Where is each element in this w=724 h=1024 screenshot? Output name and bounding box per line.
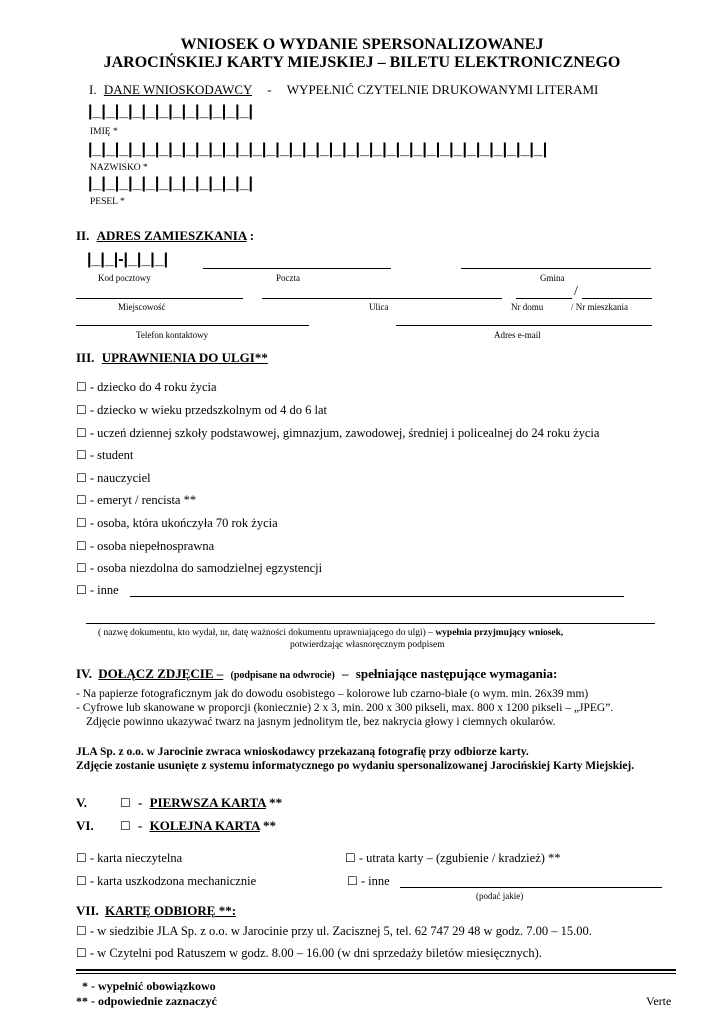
powod-inne-field[interactable] xyxy=(400,887,662,888)
checkbox-icon[interactable]: ☐ xyxy=(76,516,87,530)
checkbox-icon[interactable]: ☐ xyxy=(76,471,87,485)
ulga-label: - dziecko w wieku przedszkolnym od 4 do 6 lat xyxy=(89,403,327,417)
ulga-label: - inne xyxy=(89,583,119,597)
footer-divider-1 xyxy=(76,969,676,971)
photo-bullet-2: - Cyfrowe lub skanowane w proporcji (koniecznie) 2 x 3, min. 200 x 300 pikseli, max. 800 x 1200 pikseli – „JPEG”. xyxy=(76,702,614,714)
section-1-note: WYPEŁNIĆ CZYTELNIE DRUKOWANYMI LITERAMI xyxy=(286,82,599,97)
ulga-label: - student xyxy=(89,448,134,462)
photo-bullet-3: Zdjęcie powinno ukazywać twarz na jasnym jednolitym tle, bez nakrycia głowy i ciemnych okularów. xyxy=(86,716,556,728)
imie-label: IMIĘ * xyxy=(90,127,118,137)
ulga-item-8[interactable] xyxy=(76,539,214,554)
checkbox-icon[interactable]: ☐ xyxy=(76,426,87,440)
checkbox-icon[interactable]: ☐ xyxy=(76,924,87,938)
poczta-label: Poczta xyxy=(276,273,300,283)
dokument-note-bold: wypełnia przyjmujący wniosek, xyxy=(435,628,564,638)
miejscowosc-label: Miejscowość xyxy=(118,302,166,312)
nr-domu-field[interactable] xyxy=(516,298,572,299)
title-line-2: JAROCIŃSKIEJ KARTY MIEJSKIEJ – BILETU ELEKTRONICZNEGO xyxy=(103,54,621,71)
pesel-input-boxes[interactable]: |_|_|_|_|_|_|_|_|_|_|_|_| xyxy=(88,175,253,192)
section-6-dash: - xyxy=(138,818,143,833)
powod-label: - inne xyxy=(360,874,390,888)
checkbox-icon[interactable]: ☐ xyxy=(76,380,87,394)
dokument-field[interactable] xyxy=(86,623,655,624)
section-2-number: II. xyxy=(76,228,90,243)
checkbox-icon[interactable]: ☐ xyxy=(76,561,87,575)
section-2-colon: : xyxy=(246,228,255,243)
gmina-label: Gmina xyxy=(540,273,565,283)
section-1-dash: - xyxy=(267,82,272,97)
odbior-label: - w Czytelni pod Ratuszem w godz. 8.00 – 16.00 (w dni sprzedaży biletów miesięcznych). xyxy=(89,946,542,960)
odbior-czytelnia[interactable] xyxy=(76,946,542,961)
checkbox-icon[interactable]: ☐ xyxy=(76,539,87,553)
checkbox-icon[interactable]: ☐ xyxy=(76,493,87,507)
ulica-field[interactable] xyxy=(262,298,502,299)
podac-jakie-label: (podać jakie) xyxy=(476,891,524,901)
powod-label: - utrata karty – (zgubienie / kradzież) ** xyxy=(358,851,561,865)
checkbox-icon[interactable]: ☐ xyxy=(76,851,87,865)
section-4-header xyxy=(76,666,557,682)
section-4-dash: – xyxy=(342,666,349,681)
nr-mieszkania-field[interactable] xyxy=(582,298,652,299)
section-4-number: IV. xyxy=(76,666,93,681)
footnote-1 xyxy=(82,979,216,994)
section-5-number: V. xyxy=(76,795,87,810)
footnote-2-text: - odpowiednie zaznaczyć xyxy=(88,994,217,1008)
telefon-field[interactable] xyxy=(76,325,309,326)
section-5-row xyxy=(76,795,87,811)
powod-uszkodzona[interactable] xyxy=(76,874,256,889)
section-7-header xyxy=(76,903,236,919)
kod-pocztowy-label: Kod pocztowy xyxy=(98,273,151,283)
miejscowosc-field[interactable] xyxy=(76,298,243,299)
photo-notice-1: JLA Sp. z o.o. w Jarocinie zwraca wnioskodawcy przekazaną fotografię przy odbiorze karty. xyxy=(76,746,529,758)
section-5-stars: ** xyxy=(265,795,283,810)
section-7-heading: KARTĘ ODBIORĘ **: xyxy=(105,903,237,918)
ulga-item-1[interactable] xyxy=(76,380,217,395)
section-1-number: I. xyxy=(89,82,97,97)
nr-mieszkania-label: / Nr mieszkania xyxy=(571,302,628,312)
ulga-item-6[interactable] xyxy=(76,493,196,508)
checkbox-icon[interactable]: ☐ xyxy=(76,448,87,462)
dokument-note-text: ( nazwę dokumentu, kto wydał, nr, datę ważności dokumentu uprawniającego do ulgi) – xyxy=(98,628,433,638)
imie-input-boxes[interactable]: |_|_|_|_|_|_|_|_|_|_|_|_| xyxy=(88,103,253,120)
photo-notice-2: Zdjęcie zostanie usunięte z systemu informatycznego po wydaniu spersonalizowanej Jarocińskiej Karty Miejskiej. xyxy=(76,760,635,772)
ulga-item-2[interactable] xyxy=(76,403,327,418)
powod-label: - karta uszkodzona mechanicznie xyxy=(89,874,257,888)
poczta-field[interactable] xyxy=(203,268,391,269)
dokument-note-line-2: potwierdzając własnoręcznym podpisem xyxy=(290,640,445,650)
section-4-sub: (podpisane na odwrocie) xyxy=(230,670,335,681)
ulga-item-10[interactable] xyxy=(76,583,119,598)
footnote-2-mark: ** xyxy=(76,994,88,1008)
odbior-label: - w siedzibie JLA Sp. z o.o. w Jarocinie przy ul. Zacisznej 5, tel. 62 747 29 48 w godz. 7.00 – 15.00. xyxy=(89,924,592,938)
footnote-1-mark: * xyxy=(82,979,88,993)
kolejna-karta-label: KOLEJNA KARTA xyxy=(149,818,260,833)
footer-divider-2 xyxy=(76,973,676,974)
dokument-note xyxy=(98,628,563,638)
checkbox-icon[interactable]: ☐ xyxy=(76,583,87,597)
section-3-header xyxy=(76,350,268,366)
powod-utrata[interactable] xyxy=(345,851,561,866)
inne-ulga-field[interactable] xyxy=(130,596,624,597)
kolejna-karta-option[interactable] xyxy=(120,818,276,834)
ulga-item-9[interactable] xyxy=(76,561,322,576)
checkbox-icon[interactable]: ☐ xyxy=(76,946,87,960)
powod-nieczytelna[interactable] xyxy=(76,851,182,866)
checkbox-icon[interactable]: ☐ xyxy=(120,819,131,833)
ulga-label: - emeryt / rencista ** xyxy=(89,493,197,507)
ulga-label: - uczeń dziennej szkoły podstawowej, gimnazjum, zawodowej, średniej i policealnej do 24 roku życia xyxy=(89,426,600,440)
checkbox-icon[interactable]: ☐ xyxy=(76,403,87,417)
section-3-number: III. xyxy=(76,350,95,365)
checkbox-icon[interactable]: ☐ xyxy=(347,874,358,888)
nr-domu-label: Nr domu xyxy=(511,302,544,312)
odbior-siedziba[interactable] xyxy=(76,924,592,939)
photo-bullet-1: - Na papierze fotograficznym jak do dowodu osobistego – kolorowe lub czarno-białe (o wym. min. 26x39 mm) xyxy=(76,688,589,700)
gmina-field[interactable] xyxy=(461,268,651,269)
section-6-stars: ** xyxy=(259,818,277,833)
section-6-row xyxy=(76,818,94,834)
section-2-header xyxy=(76,228,254,244)
ulga-item-7[interactable] xyxy=(76,516,278,531)
ulga-item-4[interactable] xyxy=(76,448,133,463)
email-field[interactable] xyxy=(396,325,652,326)
telefon-label: Telefon kontaktowy xyxy=(136,330,209,340)
checkbox-icon[interactable]: ☐ xyxy=(76,874,87,888)
section-3-heading: UPRAWNIENIA DO ULGI** xyxy=(101,350,268,365)
section-4-requirements: spełniające następujące wymagania: xyxy=(355,666,558,681)
ulica-label: Ulica xyxy=(369,302,389,312)
footnote-2 xyxy=(76,994,217,1009)
pierwsza-karta-option[interactable] xyxy=(120,795,282,811)
footnote-1-text: - wypełnić obowiązkowo xyxy=(88,979,216,993)
ulga-label: - dziecko do 4 roku życia xyxy=(89,380,217,394)
verte-label: Verte xyxy=(646,994,672,1008)
section-1-header xyxy=(89,82,598,98)
ulga-label: - nauczyciel xyxy=(89,471,151,485)
kod-pocztowy-boxes[interactable]: |_|_|-|_|_|_| xyxy=(87,251,169,268)
powod-label: - karta nieczytelna xyxy=(89,851,183,865)
address-slash: / xyxy=(574,284,578,299)
section-2-heading: ADRES ZAMIESZKANIA xyxy=(96,228,247,243)
section-1-heading: DANE WNIOSKODAWCY xyxy=(103,82,252,97)
section-5-dash: - xyxy=(138,795,143,810)
pesel-label: PESEL * xyxy=(90,197,125,207)
ulga-item-3[interactable] xyxy=(76,426,599,441)
email-label: Adres e-mail xyxy=(494,330,541,340)
ulga-label: - osoba niezdolna do samodzielnej egzystencji xyxy=(89,561,323,575)
section-6-number: VI. xyxy=(76,818,94,833)
section-4-heading: DOŁĄCZ ZDJĘCIE – xyxy=(98,666,224,681)
checkbox-icon[interactable]: ☐ xyxy=(345,851,356,865)
title-line-1: WNIOSEK O WYDANIE SPERSONALIZOWANEJ xyxy=(180,36,544,53)
powod-inne[interactable] xyxy=(347,874,390,889)
ulga-label: - osoba, która ukończyła 70 rok życia xyxy=(89,516,278,530)
pierwsza-karta-label: PIERWSZA KARTA xyxy=(149,795,266,810)
checkbox-icon[interactable]: ☐ xyxy=(120,796,131,810)
section-7-number: VII. xyxy=(76,903,99,918)
ulga-label: - osoba niepełnosprawna xyxy=(89,539,215,553)
nazwisko-label: NAZWISKO * xyxy=(90,163,148,173)
nazwisko-input-boxes[interactable]: |_|_|_|_|_|_|_|_|_|_|_|_|_|_|_|_|_|_|_|_|_|_|_|_|_|_|_|_|_|_|_|_|_|_| xyxy=(88,141,548,158)
ulga-item-5[interactable] xyxy=(76,471,151,486)
